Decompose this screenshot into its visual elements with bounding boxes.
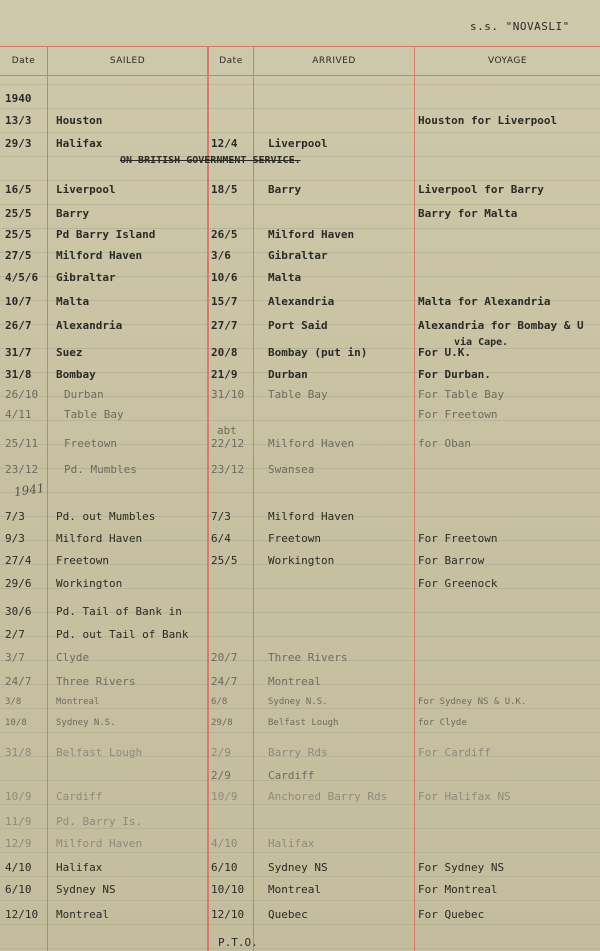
arrived-place: Three Rivers [268, 651, 348, 664]
sailed-place: Three Rivers [56, 675, 136, 688]
sailed-date: 2/7 [5, 628, 25, 641]
sailed-place: Pd Barry Island [56, 228, 156, 241]
ruled-line [0, 132, 600, 133]
arrived-date: 22/12 [211, 437, 245, 450]
sailed-date: 13/3 [5, 114, 32, 127]
sailed-date: 29/3 [5, 137, 32, 150]
arrived-place: Barry Rds [268, 746, 328, 759]
sailed-date: 10/9 [5, 790, 32, 803]
column-divider [47, 46, 48, 951]
arrived-place: Sydney NS [268, 861, 328, 874]
sailed-date: 11/9 [5, 815, 32, 828]
column-divider [253, 46, 254, 951]
arrived-date: 26/5 [211, 228, 238, 241]
sailed-place: Sydney NS [56, 883, 116, 896]
sailed-date: 6/10 [5, 883, 32, 896]
arrived-place: Halifax [268, 837, 315, 850]
arrived-place: Malta [268, 271, 302, 284]
sailed-place: Gibraltar [56, 271, 116, 284]
sailed-place: Montreal [56, 908, 109, 921]
arrived-place: Cardiff [268, 769, 315, 782]
sailed-date: 24/7 [5, 675, 32, 688]
sailed-place: Suez [56, 346, 83, 359]
sailed-place: Milford Haven [56, 837, 143, 850]
sailed-date: 25/5 [5, 228, 32, 241]
ruled-line [0, 924, 600, 925]
arrived-date: 15/7 [211, 295, 238, 308]
ruled-line [0, 180, 600, 181]
sailed-date: 4/10 [5, 861, 32, 874]
header-date-arrived: Date [219, 56, 243, 66]
sailed-place: Pd. Tail of Bank in [56, 605, 182, 618]
voyage-text: Houston for Liverpool [418, 114, 558, 127]
arrived-date: 20/7 [211, 651, 238, 664]
voyage-text: For Freetown [418, 532, 498, 545]
voyage-text: For Sydney NS & U.K. [418, 697, 527, 707]
voyage-text: For Quebec [418, 908, 485, 921]
sailed-place: Barry [56, 207, 90, 220]
voyage-text: For Sydney NS [418, 861, 505, 874]
sailed-place: Alexandria [56, 319, 123, 332]
arrived-date: 27/7 [211, 319, 238, 332]
sailed-date: 7/3 [5, 510, 25, 523]
arrived-place: Milford Haven [268, 510, 355, 523]
sailed-date: 3/7 [5, 651, 25, 664]
sailed-date: 31/8 [5, 746, 32, 759]
voyage-text: for Clyde [418, 718, 467, 728]
sailed-place: Freetown [64, 437, 117, 450]
arrived-date: 6/8 [211, 697, 228, 707]
voyage-text: For U.K. [418, 346, 471, 359]
sailed-place: Workington [56, 577, 123, 590]
ruled-line [0, 108, 600, 109]
sailed-date: 10/7 [5, 295, 32, 308]
sailed-place: Malta [56, 295, 90, 308]
voyage-text: for Oban [418, 437, 471, 450]
sailed-date: 12/9 [5, 837, 32, 850]
sailed-place: Milford Haven [56, 532, 143, 545]
arrived-place: Workington [268, 554, 335, 567]
sailed-date: 25/5 [5, 207, 32, 220]
arrived-date: 25/5 [211, 554, 238, 567]
sailed-date: 4/11 [5, 408, 32, 421]
arrived-place: Liverpool [268, 137, 328, 150]
voyage-text: For Durban. [418, 368, 491, 381]
sailed-date: 26/10 [5, 388, 39, 401]
arrived-place: Port Said [268, 319, 328, 332]
column-divider [414, 46, 415, 951]
arrived-place: Milford Haven [268, 228, 355, 241]
handwritten-year: 1941 [13, 480, 46, 500]
arrived-date: 10/9 [211, 790, 238, 803]
header-sailed: SAILED [109, 56, 146, 66]
ruled-line [0, 204, 600, 205]
sailed-date: 27/4 [5, 554, 32, 567]
sailed-date: 25/11 [5, 437, 39, 450]
sailed-place: Pd. out Mumbles [56, 510, 156, 523]
arrived-place: Quebec [268, 908, 308, 921]
arrived-date: 4/10 [211, 837, 238, 850]
sailed-date: 10/8 [5, 718, 27, 728]
arrived-date: 2/9 [211, 746, 231, 759]
voyage-text: For Freetown [418, 408, 498, 421]
arrived-date: 12/4 [211, 137, 238, 150]
arrived-place: Swansea [268, 463, 315, 476]
arrived-place: Belfast Lough [268, 718, 339, 728]
voyage-text: For Greenock [418, 577, 498, 590]
arrived-date: 21/9 [211, 368, 238, 381]
arrived-place: Barry [268, 183, 302, 196]
voyage-note: via Cape. [454, 337, 509, 348]
arrived-date: 12/10 [211, 908, 245, 921]
year-label: 1940 [5, 92, 32, 105]
voyage-text: For Table Bay [418, 388, 505, 401]
arrived-place: Freetown [268, 532, 321, 545]
sailed-place: Halifax [56, 861, 103, 874]
arrived-date: 18/5 [211, 183, 238, 196]
sailed-place: Montreal [56, 697, 100, 707]
arrived-date: 7/3 [211, 510, 231, 523]
header-voyage: VOYAGE [487, 56, 528, 66]
column-divider [207, 46, 209, 951]
sailed-date: 31/8 [5, 368, 32, 381]
sailed-place: Milford Haven [56, 249, 143, 262]
sailed-place: Clyde [56, 651, 90, 664]
arrived-place: Table Bay [268, 388, 328, 401]
sailed-date: 29/6 [5, 577, 32, 590]
ruled-line [0, 876, 600, 877]
arrived-place: Sydney N.S. [268, 697, 328, 707]
sailed-date: 16/5 [5, 183, 32, 196]
arrived-date: 10/10 [211, 883, 245, 896]
sailed-date: 30/6 [5, 605, 32, 618]
ruled-line [0, 900, 600, 901]
sailed-place: Belfast Lough [56, 746, 143, 759]
sailed-date: 4/5/6 [5, 271, 39, 284]
voyage-text: For Barrow [418, 554, 485, 567]
sailed-date: 27/5 [5, 249, 32, 262]
sailed-date: 12/10 [5, 908, 39, 921]
sailed-place: Liverpool [56, 183, 116, 196]
arrived-date: 6/4 [211, 532, 231, 545]
arrived-date: 10/6 [211, 271, 238, 284]
sailed-place: Pd. out Tail of Bank [56, 628, 189, 641]
sailed-place: Houston [56, 114, 103, 127]
sailed-date: 23/12 [5, 463, 39, 476]
sailed-date: 3/8 [5, 697, 22, 707]
ruled-line [0, 828, 600, 829]
sailed-place: Table Bay [64, 408, 124, 421]
ship-title: s.s. "NOVASLI" [470, 20, 570, 33]
arrived-date: 29/8 [211, 718, 233, 728]
ruled-line [0, 84, 600, 85]
sailed-place: Durban [64, 388, 104, 401]
arrived-date: 31/10 [211, 388, 245, 401]
voyage-text: Liverpool for Barry [418, 183, 544, 196]
header-top-rule [0, 46, 600, 47]
header-bottom-rule [0, 75, 600, 76]
voyage-text: For Montreal [418, 883, 498, 896]
sailed-place: Pd. Barry Is. [56, 815, 143, 828]
sailed-place: Bombay [56, 368, 96, 381]
ruled-line [0, 708, 600, 709]
sailed-place: Sydney N.S. [56, 718, 116, 728]
sailed-date: 31/7 [5, 346, 32, 359]
voyage-text: Malta for Alexandria [418, 295, 551, 308]
voyage-text: Barry for Malta [418, 207, 518, 220]
arrived-date: 20/8 [211, 346, 238, 359]
arrived-date-note: abt [217, 424, 237, 437]
header-arrived: ARRIVED [312, 56, 356, 66]
page-turn-note: P.T.O. [218, 936, 258, 949]
sailed-date: 9/3 [5, 532, 25, 545]
arrived-date: 2/9 [211, 769, 231, 782]
voyage-text: For Halifax NS [418, 790, 511, 803]
arrived-place: Anchored Barry Rds [268, 790, 388, 803]
arrived-date: 24/7 [211, 675, 238, 688]
ruled-line [0, 732, 600, 733]
arrived-date: 23/12 [211, 463, 245, 476]
arrived-place: Montreal [268, 883, 321, 896]
arrived-date: 6/10 [211, 861, 238, 874]
arrived-place: Montreal [268, 675, 321, 688]
ruled-line [0, 492, 600, 493]
arrived-place: Bombay (put in) [268, 346, 368, 359]
arrived-place: Durban [268, 368, 308, 381]
ruled-line [0, 804, 600, 805]
arrived-date: 3/6 [211, 249, 231, 262]
voyage-text: Alexandria for Bombay & U [418, 319, 584, 332]
header-date-sailed: Date [11, 56, 36, 66]
sailed-place: Pd. Mumbles [64, 463, 137, 476]
arrived-place: Gibraltar [268, 249, 328, 262]
sailed-place: Cardiff [56, 790, 103, 803]
struck-note: ON BRITISH GOVERNMENT SERVICE. [120, 155, 301, 166]
sailed-date: 26/7 [5, 319, 32, 332]
sailed-place: Halifax [56, 137, 103, 150]
ruled-line [0, 852, 600, 853]
voyage-text: For Cardiff [418, 746, 491, 759]
ruled-line [0, 948, 600, 949]
arrived-place: Milford Haven [268, 437, 355, 450]
arrived-place: Alexandria [268, 295, 335, 308]
sailed-place: Freetown [56, 554, 109, 567]
